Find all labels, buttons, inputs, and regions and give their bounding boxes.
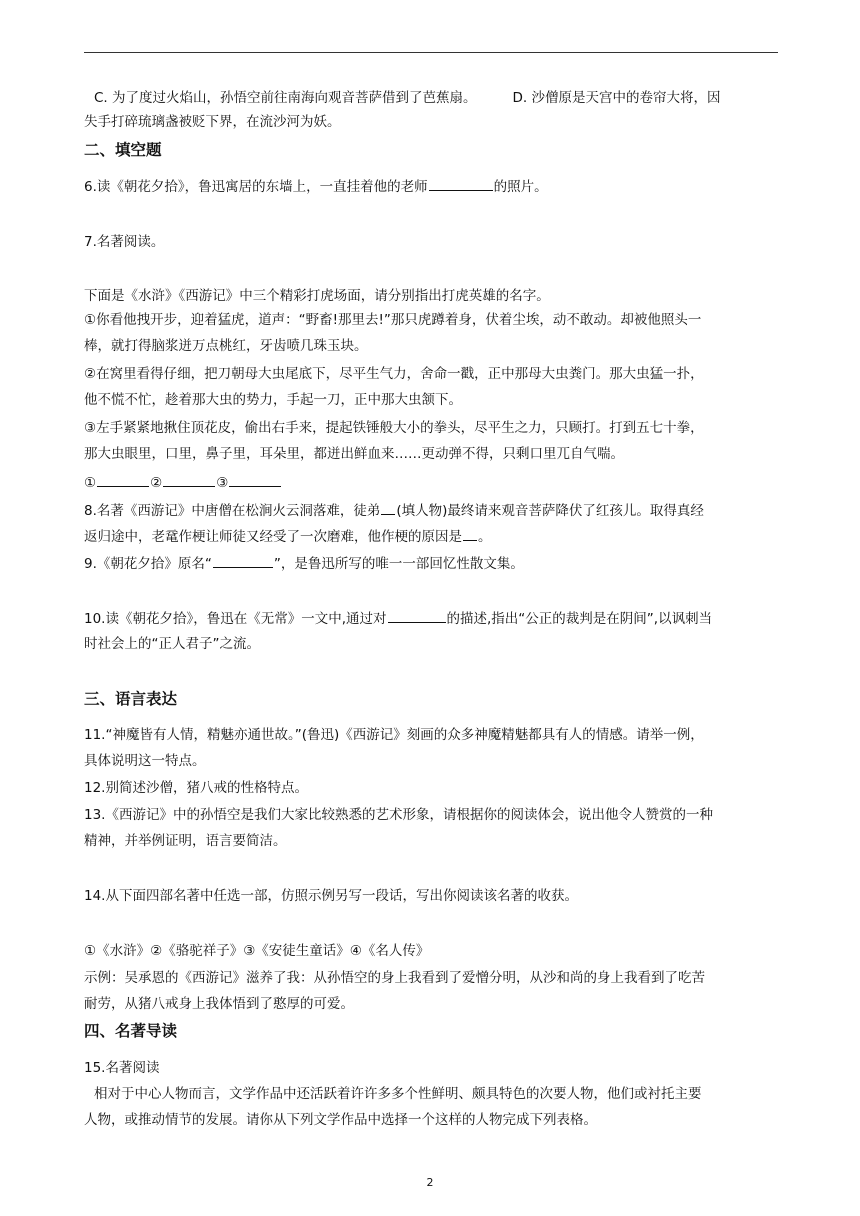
question-7-passage-2: ②在窝里看得仔细，把刀朝母大虫尾底下，尽平生气力，舍命一戳，正中那母大虫粪门。那大虫猛一扑， xyxy=(84,366,704,382)
question-15-para-cont: 人物，或推动情节的发展。请你从下列文学作品中选择一个这样的人物完成下列表格。 xyxy=(84,1112,597,1128)
option-c-d-line xyxy=(94,88,778,108)
question-7-intro: 下面是《水浒》《西游记》中三个精彩打虎场面，请分别指出打虎英雄的名字。 xyxy=(84,288,550,304)
question-8: 8.名著《西游记》中唐僧在松涧火云洞落难，徒弟 (填人物)最终请来观音菩萨降伏了红孩儿。取得真经 xyxy=(84,500,778,521)
question-15-para: 相对于中心人物而言，文学作品中还活跃着许许多多个性鲜明、颇具特色的次要人物，他们或衬托主要 xyxy=(94,1086,702,1102)
question-14-books: ①《水浒》②《骆驼祥子》③《安徒生童话》④《名人传》 xyxy=(84,943,430,959)
question-7-passage-3: ③左手紧紧地揪住顶花皮，偷出右手来，提起铁锤般大小的拳头，尽平生之力，只顾打。打到五七十拳， xyxy=(84,420,704,436)
question-9: 9.《朝花夕拾》原名“ ”，是鲁迅所写的唯一一部回忆性散文集。 xyxy=(84,553,778,574)
answer-blank[interactable] xyxy=(463,526,477,541)
question-13: 13.《西游记》中的孙悟空是我们大家比较熟悉的艺术形象，请根据你的阅读体会，说出他令人赞赏的一种 xyxy=(84,807,713,823)
section-heading-fill-blank: 二、填空题 xyxy=(84,141,162,159)
answer-blank[interactable] xyxy=(213,553,273,568)
question-7-passage-2-cont: 他不慌不忙，趁着那大虫的势力，手起一刀，正中那大虫颔下。 xyxy=(84,392,462,408)
question-14-example-cont: 耐劳，从猪八戒身上我体悟到了憨厚的可爱。 xyxy=(84,996,354,1012)
section-heading-reading: 四、名著导读 xyxy=(84,1022,178,1040)
header-rule xyxy=(84,52,778,53)
question-14: 14.从下面四部名著中任选一部，仿照示例另写一段话，写出你阅读该名著的收获。 xyxy=(84,888,578,904)
answer-blank[interactable] xyxy=(381,500,395,515)
question-7-passage-3-cont: 那大虫眼里，口里，鼻子里，耳朵里，都迸出鲜血来……更动弹不得，只剩口里兀自气喘。 xyxy=(84,446,624,462)
question-6: 6.读《朝花夕拾》，鲁迅寓居的东墙上，一直挂着他的老师 的照片。 xyxy=(84,176,778,197)
option-c: C. 为了度过火焰山，孙悟空前往南海向观音菩萨借到了芭蕉扇。 xyxy=(94,90,477,106)
question-10: 10.读《朝花夕拾》，鲁迅在《无常》一文中,通过对 的描述,指出“公正的裁判是在阴间”,以讽刺当 xyxy=(84,608,778,629)
option-d-continued: 失手打碎琉璃盏被贬下界，在流沙河为妖。 xyxy=(84,114,341,130)
answer-blank-2[interactable] xyxy=(163,472,215,487)
option-d: D. 沙僧原是天宫中的卷帘大将，因 xyxy=(512,90,721,106)
question-7-answers: ① ② ③ xyxy=(84,472,778,493)
question-7-passage-1: ①你看他拽开步，迎着猛虎，道声：“野畜!那里去!”那只虎蹲着身，伏着尘埃，动不敢动。却被他照头一 xyxy=(84,312,702,328)
question-14-example: 示例：吴承恩的《西游记》滋养了我：从孙悟空的身上我看到了爱憎分明，从沙和尚的身上我看到了吃苦 xyxy=(84,970,705,986)
question-11: 11.“神魔皆有人情，精魅亦通世故。”(鲁迅)《西游记》刻画的众多神魔精魅都具有人的情感。请举一例， xyxy=(84,727,704,743)
answer-blank[interactable] xyxy=(388,608,446,623)
section-heading-language: 三、语言表达 xyxy=(84,690,178,708)
answer-blank-1[interactable] xyxy=(97,472,149,487)
question-8-cont: 返归途中，老鼋作梗让师徒又经受了一次磨难，他作梗的原因是 。 xyxy=(84,526,778,547)
question-10-cont: 时社会上的“正人君子”之流。 xyxy=(84,636,260,652)
question-12: 12.别简述沙僧，猪八戒的性格特点。 xyxy=(84,780,308,796)
question-7-passage-1-cont: 棒，就打得脑浆迸万点桃红，牙齿喷几珠玉块。 xyxy=(84,338,368,354)
answer-blank-3[interactable] xyxy=(229,472,281,487)
question-13-cont: 精神，并举例证明，语言要简洁。 xyxy=(84,833,287,849)
answer-blank[interactable] xyxy=(429,176,493,191)
question-11-cont: 具体说明这一特点。 xyxy=(84,753,206,769)
question-15-title: 15.名著阅读 xyxy=(84,1060,160,1076)
page-number: 2 xyxy=(426,1176,434,1189)
question-7-title: 7.名著阅读。 xyxy=(84,234,165,250)
